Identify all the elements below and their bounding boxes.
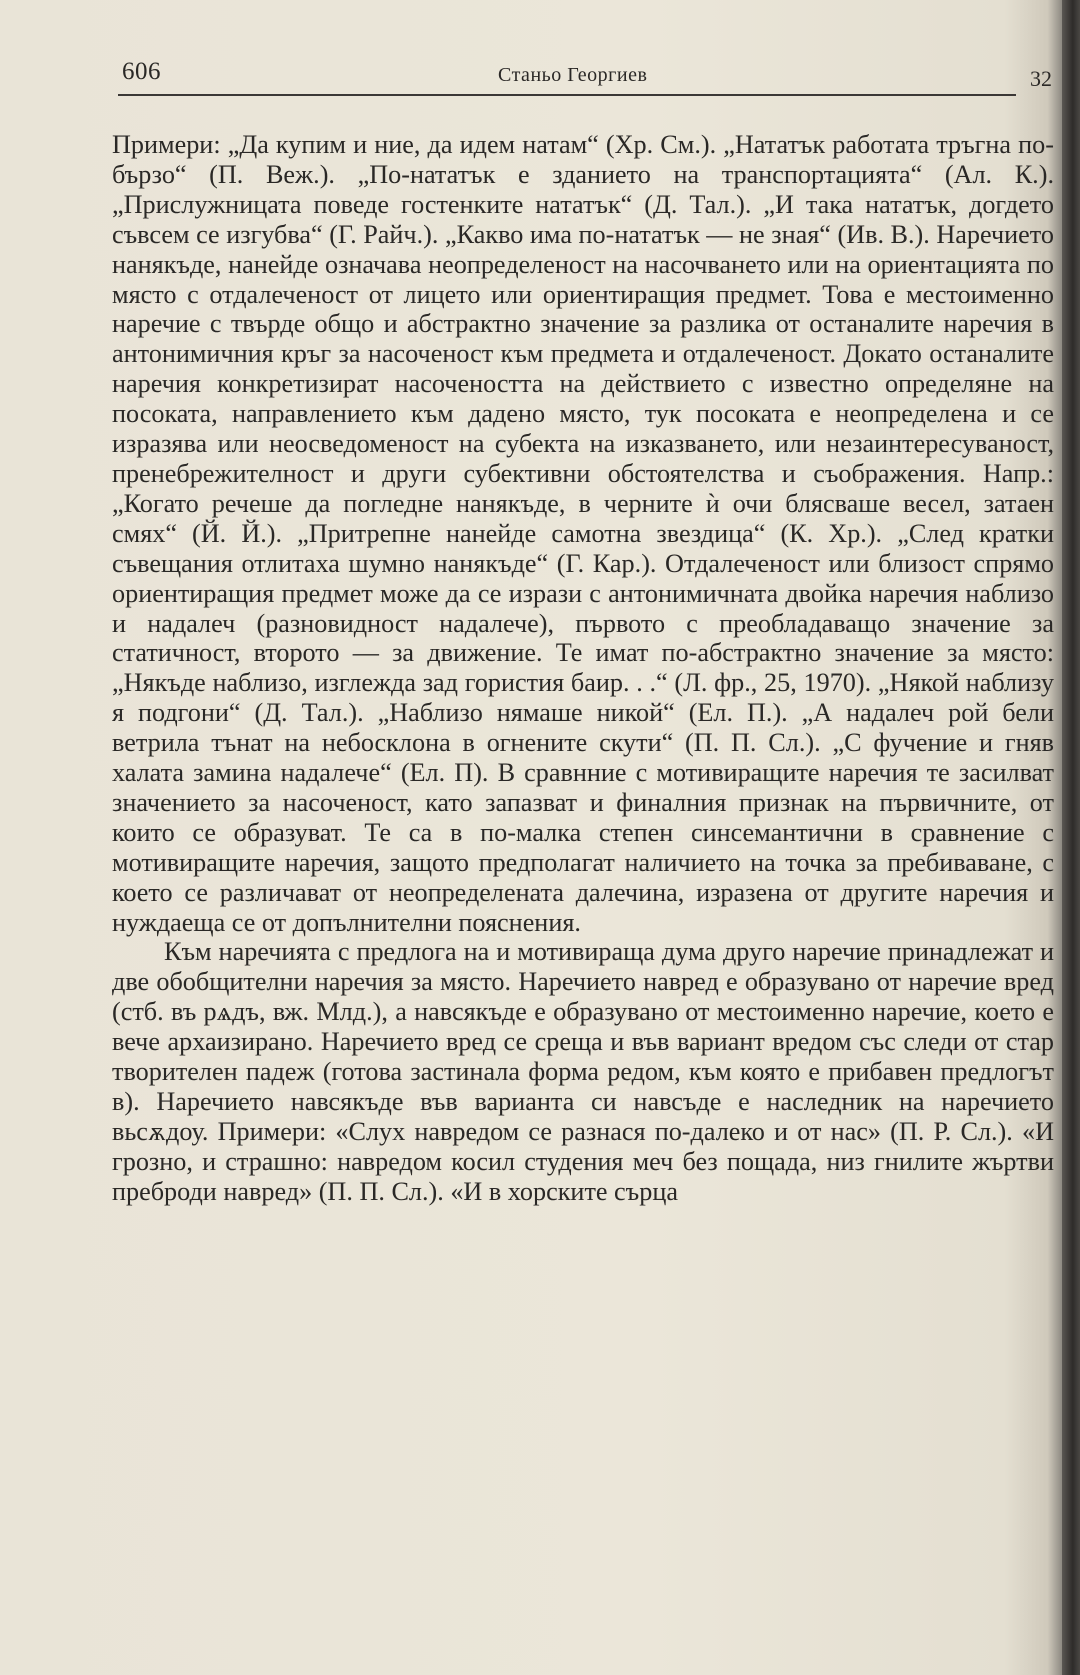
page-header	[118, 52, 1058, 102]
paragraph-2: Към наречията с предлога на и мотивираща дума друго наречие принадлежат и две обобщителни наречия за място. Наречието навред е образувано от наречие вред (стб. въ рѧдъ, вж. Млд.), а навсякъде е образувано от местоименно наречие, което е вече архаизирано. Наречието вред се среща и във вариант вредом със следи от стар творителен падеж (готова застинала форма редом, към която е прибавен предлогът в). Наречието навсякъде във варианта си навсъде е наследник на наречието вьсѫдоу. Примери: «Слух навредом се разнася по-далеко и от нас» (П. Р. Сл.). «И грозно, и страшно: навредом косил студения меч без пощада, низ гнилите жъртви преброди навред» (П. П. Сл.). «И в хорските сърца	[112, 937, 1054, 1206]
header-rule	[118, 94, 1016, 96]
body-text	[112, 130, 1054, 1207]
next-page-number: 32	[1030, 66, 1052, 91]
page-number: 606	[122, 58, 161, 85]
paragraph-1: Примери: „Да купим и ние, да идем натам“ (Хр. См.). „Нататък работата тръгна по-бързо“ (П. Веж.). „По-нататък е зданието на транспортацията“ (Ал. К.). „Прислужницата поведе гостенките нататък“ (Д. Тал.). „И така нататък, догдето съвсем се изгубва“ (Г. Райч.). „Какво има по-нататък — не зная“ (Ив. В.). Наречието нанякъде, нанейде означава неопределеност на насочването или на ориентацията по място с отдалеченост от лицето или ориентиращия предмет. Това е местоименно наречие с твърде общо и абстрактно значение за разлика от останалите наречия в антонимичния кръг за насоченост към предмета и отдалеченост. Докато останалите наречия конкретизират насочеността на действието с известно определяне на посоката, направлението към дадено място, тук посоката е неопределена и се изразява или неосведоменост на субекта на изказването, или незаинтересуваност, пренебрежителност и други субективни обстоятелства и съображения. Напр.: „Когато речеше да погледне нанякъде, в черните ѝ очи блясваше весел, затаен смях“ (Й. Й.). „Притрепне нанейде самотна звездица“ (К. Хр.). „След кратки съвещания отлитаха шумно нанякъде“ (Г. Кар.). Отдалеченост или близост спрямо ориентиращия предмет може да се изрази с антонимичната двойка наречия наблизо и надалеч (разновидност надалече), първото с преобладаващо значение за статичност, второто — за движение. Те имат по-абстрактно значение за място: „Някъде наблизо, изглежда зад гористия баир. . .“ (Л. фр., 25, 1970). „Някой наблизу я подгони“ (Д. Тал.). „Наблизо нямаше никой“ (Ел. П.). „А надалеч рой бели ветрила тънат на небосклона в огнените скути“ (П. П. Сл.). „С фучение и гняв халата замина надалече“ (Ел. П). В сравнние с мотивиращите наречия те засилват значението за насоченост, като запазват и финалния признак на първичните, от които се образуват. Те са в по-малка степен синсемантични в сравнение с мотивиращите наречия, защото предполагат наличието на точка за пребиваване, с което се различават от неопределената далечина, изразена от другите наречия и нуждаеща се от допълнителни пояснения.	[112, 130, 1054, 937]
page-edge	[1062, 0, 1080, 1675]
running-head: Станьо Георгиев	[498, 64, 648, 86]
